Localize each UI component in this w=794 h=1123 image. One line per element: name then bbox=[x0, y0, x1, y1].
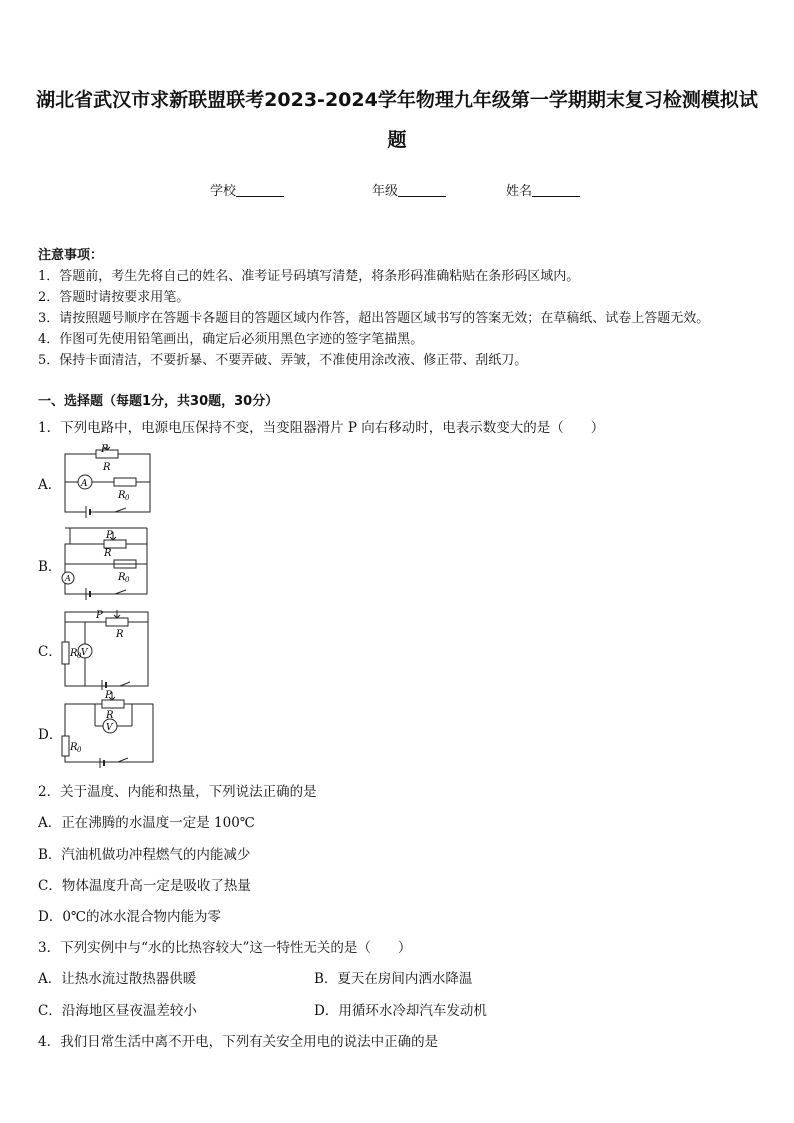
q2-option-c[interactable]: C．物体温度升高一定是吸收了热量 bbox=[38, 878, 251, 894]
question-2-stem: 2．关于温度、内能和热量，下列说法正确的是 bbox=[38, 784, 317, 800]
circuit-diagram-a bbox=[60, 442, 190, 522]
circuit-diagram-d bbox=[60, 690, 200, 774]
r0-symbol: R bbox=[70, 742, 78, 753]
question-3-stem: 3．下列实例中与“水的比热容较大”这一特性无关的是（ ） bbox=[38, 940, 412, 956]
notice-item: 2．答题时请按要求用笔。 bbox=[38, 290, 190, 305]
voltmeter-symbol: V bbox=[106, 723, 113, 733]
rheostat-r-symbol: R bbox=[106, 710, 114, 721]
r0-subscript: 0 bbox=[125, 576, 130, 584]
name-label: 姓名 bbox=[506, 184, 533, 199]
r0-symbol: R bbox=[118, 572, 126, 583]
school-field bbox=[210, 180, 284, 199]
question-4-stem: 4．我们日常生活中离不开电，下列有关安全用电的说法中正确的是 bbox=[38, 1034, 439, 1050]
option-label: B． bbox=[38, 559, 62, 575]
grade-field bbox=[372, 180, 446, 199]
question-1-stem: 1．下列电路中，电源电压保持不变，当变阻器滑片 P 向右移动时，电表示数变大的是（ ） bbox=[38, 420, 605, 436]
r0-symbol: R bbox=[118, 490, 126, 501]
grade-blank bbox=[398, 183, 446, 197]
rheostat-r-symbol: R bbox=[116, 629, 124, 640]
slider-p-symbol: P bbox=[101, 444, 108, 455]
grade-label: 年级 bbox=[372, 184, 399, 199]
q3-option-c[interactable]: C．沿海地区昼夜温差较小 bbox=[38, 1003, 197, 1019]
section-heading: 一、选择题（每题1分，共30题，30分） bbox=[38, 394, 279, 409]
ammeter-symbol: A bbox=[65, 574, 71, 583]
q3-option-d[interactable]: D．用循环水冷却汽车发动机 bbox=[314, 1003, 487, 1019]
r0-symbol: R bbox=[70, 648, 78, 659]
slider-p-symbol: P bbox=[96, 610, 103, 621]
school-blank bbox=[236, 183, 284, 197]
notice-item: 1．答题前，考生先将自己的姓名、准考证号码填写清楚，将条形码准确粘贴在条形码区域内。 bbox=[38, 269, 580, 284]
notice-item: 3．请按照题号顺序在答题卡各题目的答题区域内作答，超出答题区域书写的答案无效；在草稿纸、试卷上答题无效。 bbox=[38, 311, 710, 326]
notice-heading: 注意事项： bbox=[38, 248, 104, 263]
q2-option-b[interactable]: B．汽油机做功冲程燃气的内能减少 bbox=[38, 847, 251, 863]
school-label: 学校 bbox=[210, 184, 237, 199]
name-blank bbox=[532, 183, 580, 197]
r0-subscript: 0 bbox=[77, 652, 82, 660]
q3-option-a[interactable]: A．让热水流过散热器供暖 bbox=[38, 971, 197, 987]
circuit-diagram-b bbox=[60, 524, 190, 604]
name-field bbox=[506, 180, 580, 199]
r0-subscript: 0 bbox=[77, 746, 82, 754]
exam-title-line2: 题 bbox=[387, 129, 407, 151]
option-label: D． bbox=[38, 727, 63, 743]
q3-option-b[interactable]: B．夏天在房间内洒水降温 bbox=[314, 971, 473, 987]
slider-p-symbol: P bbox=[106, 530, 113, 541]
option-label: C． bbox=[38, 644, 62, 660]
q2-option-a[interactable]: A．正在沸腾的水温度一定是 100℃ bbox=[38, 815, 255, 831]
notice-item: 5．保持卡面清洁，不要折暴、不要弄破、弄皱，不准使用涂改液、修正带、刮纸刀。 bbox=[38, 353, 528, 368]
rheostat-r-symbol: R bbox=[104, 548, 112, 559]
circuit-diagram-c bbox=[60, 606, 190, 690]
voltmeter-symbol: V bbox=[81, 648, 88, 658]
notice-item: 4．作图可先使用铅笔画出，确定后必须用黑色字迹的签字笔描黑。 bbox=[38, 332, 424, 347]
ammeter-symbol: A bbox=[81, 479, 88, 489]
rheostat-r-symbol: R bbox=[103, 462, 111, 473]
r0-subscript: 0 bbox=[125, 494, 130, 502]
slider-p-symbol: P bbox=[105, 690, 112, 701]
option-label: A． bbox=[38, 477, 62, 493]
exam-title-line1: 湖北省武汉市求新联盟联考2023-2024学年物理九年级第一学期期末复习检测模拟试 bbox=[36, 89, 758, 111]
q2-option-d[interactable]: D．0℃的冰水混合物内能为零 bbox=[38, 909, 222, 925]
